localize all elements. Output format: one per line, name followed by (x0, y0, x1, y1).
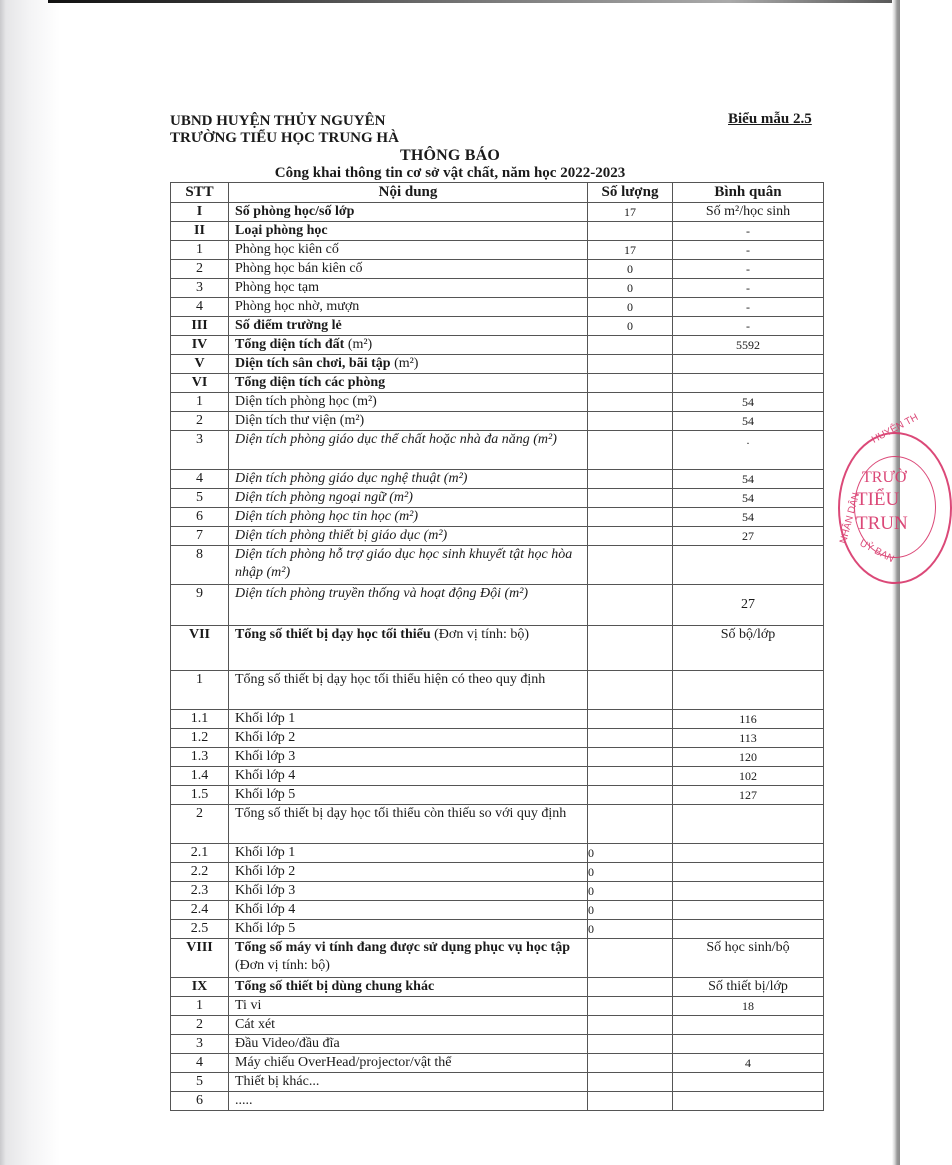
cell-quantity: 0 (588, 920, 673, 939)
cell-stt: 3 (171, 279, 229, 298)
content-text: Khối lớp 5 (235, 787, 296, 802)
cell-content (229, 355, 588, 374)
content-text: Phòng học kiên cố (235, 242, 339, 257)
cell-average (673, 355, 824, 374)
content-text: Đầu Video/đầu đĩa (235, 1036, 340, 1051)
cell-quantity: 0 (588, 882, 673, 901)
content-text: Diện tích thư viện (m²) (235, 413, 365, 428)
content-text: Phòng học tạm (235, 280, 319, 295)
cell-average (673, 805, 824, 844)
content-text: Diện tích phòng truyền thống và hoạt động Đội (m²) (235, 586, 529, 601)
content-text: Diện tích phòng thiết bị giáo dục (m²) (235, 528, 448, 543)
table-row (171, 1035, 824, 1054)
cell-content (229, 279, 588, 298)
cell-content (229, 863, 588, 882)
content-text: Khối lớp 2 (235, 864, 296, 879)
cell-stt: 8 (171, 546, 229, 585)
cell-stt: 2.5 (171, 920, 229, 939)
table-row (171, 412, 824, 431)
table-row (171, 863, 824, 882)
district-name: UBND HUYỆN THỦY NGUYÊN (170, 113, 386, 129)
official-seal (838, 412, 952, 584)
cell-average: 113 (673, 729, 824, 748)
cell-average (673, 1092, 824, 1111)
cell-stt: IV (171, 336, 229, 355)
table-row (171, 585, 824, 626)
cell-quantity (588, 508, 673, 527)
cell-quantity (588, 710, 673, 729)
cell-average (673, 374, 824, 393)
seal-line-3: TRUN (856, 513, 908, 534)
cell-average (673, 671, 824, 710)
content-text: Máy chiếu OverHead/projector/vật thể (235, 1055, 452, 1070)
table-row (171, 527, 824, 546)
cell-average: 4 (673, 1054, 824, 1073)
content-text: Thiết bị khác... (235, 1074, 320, 1089)
cell-average: 27 (673, 585, 824, 626)
content-text: Tổng số máy vi tính đang được sử dụng phục vụ học tập (235, 940, 570, 955)
cell-stt: IX (171, 978, 229, 997)
cell-stt: 1 (171, 241, 229, 260)
cell-stt: 9 (171, 585, 229, 626)
table-row (171, 279, 824, 298)
cell-average: Số thiết bị/lớp (673, 978, 824, 997)
table-row (171, 844, 824, 863)
content-text: Tổng số thiết bị dùng chung khác (235, 979, 435, 994)
table-row (171, 298, 824, 317)
cell-stt: 1 (171, 393, 229, 412)
cell-quantity (588, 626, 673, 671)
table-row (171, 431, 824, 470)
table-row (171, 901, 824, 920)
cell-content (229, 939, 588, 978)
cell-content (229, 844, 588, 863)
cell-content (229, 901, 588, 920)
table-row (171, 470, 824, 489)
cell-stt: 2.3 (171, 882, 229, 901)
cell-content (229, 748, 588, 767)
table-row (171, 997, 824, 1016)
cell-quantity (588, 355, 673, 374)
cell-quantity (588, 939, 673, 978)
content-text: Phòng học bán kiên cố (235, 261, 363, 276)
cell-content (229, 805, 588, 844)
cell-quantity: 0 (588, 260, 673, 279)
seal-ring-text-top: HUYỆN TH (870, 412, 921, 446)
cell-quantity (588, 393, 673, 412)
cell-stt: 1 (171, 671, 229, 710)
content-text: Diện tích phòng học (m²) (235, 394, 377, 409)
content-unit: (Đơn vị tính: bộ) (235, 958, 330, 973)
cell-quantity (588, 489, 673, 508)
table-row (171, 939, 824, 978)
cell-average: 54 (673, 508, 824, 527)
table-row (171, 355, 824, 374)
cell-stt: 6 (171, 1092, 229, 1111)
cell-content (229, 1073, 588, 1092)
cell-average (673, 1073, 824, 1092)
table-row (171, 222, 824, 241)
content-text: Khối lớp 3 (235, 749, 296, 764)
table-row (171, 203, 824, 222)
cell-quantity: 0 (588, 298, 673, 317)
cell-average (673, 901, 824, 920)
column-header-stt: STT (171, 183, 229, 203)
cell-quantity (588, 1016, 673, 1035)
content-text: Khối lớp 4 (235, 768, 296, 783)
cell-quantity (588, 470, 673, 489)
cell-quantity (588, 748, 673, 767)
cell-content (229, 298, 588, 317)
content-unit: (Đơn vị tính: bộ) (434, 627, 530, 642)
cell-stt: 2.4 (171, 901, 229, 920)
cell-stt: V (171, 355, 229, 374)
content-text: Diện tích phòng học tin học (m²) (235, 509, 419, 524)
cell-stt: VII (171, 626, 229, 671)
cell-stt: 1.5 (171, 786, 229, 805)
seal-ring-text-bottom: UỶ BAN (857, 537, 896, 566)
cell-average: - (673, 260, 824, 279)
cell-average (673, 844, 824, 863)
cell-average: 5592 (673, 336, 824, 355)
cell-stt: VIII (171, 939, 229, 978)
cell-content (229, 767, 588, 786)
table-row (171, 1073, 824, 1092)
cell-average: Số m²/học sinh (673, 203, 824, 222)
table-row (171, 671, 824, 710)
content-text: Khối lớp 1 (235, 845, 296, 860)
cell-average: 54 (673, 489, 824, 508)
cell-quantity (588, 1073, 673, 1092)
cell-stt: 5 (171, 489, 229, 508)
cell-quantity: 0 (588, 863, 673, 882)
seal-line-1: TRƯỜ (862, 469, 907, 486)
cell-quantity (588, 805, 673, 844)
cell-average: 54 (673, 412, 824, 431)
cell-content (229, 393, 588, 412)
table-row (171, 786, 824, 805)
table-row (171, 978, 824, 997)
cell-content (229, 786, 588, 805)
cell-content (229, 203, 588, 222)
table-row (171, 805, 824, 844)
issuer-block (170, 113, 399, 147)
cell-stt: 1.3 (171, 748, 229, 767)
content-text: Diện tích phòng ngoại ngữ (m²) (235, 490, 413, 505)
table-row (171, 920, 824, 939)
table-row (171, 317, 824, 336)
cell-stt: 2 (171, 412, 229, 431)
table-row (171, 882, 824, 901)
content-text: Tổng diện tích đất (235, 337, 345, 352)
cell-stt: 5 (171, 1073, 229, 1092)
cell-content (229, 260, 588, 279)
cell-average: 127 (673, 786, 824, 805)
cell-stt: 2.1 (171, 844, 229, 863)
form-code: Biểu mẫu 2.5 (728, 111, 812, 127)
cell-quantity (588, 767, 673, 786)
seal-line-2: TIỂU (856, 489, 900, 510)
cell-stt: 4 (171, 1054, 229, 1073)
cell-average: 120 (673, 748, 824, 767)
content-text: Tổng số thiết bị dạy học tối thiểu (235, 627, 431, 642)
cell-content (229, 336, 588, 355)
cell-stt: 3 (171, 1035, 229, 1054)
cell-stt: III (171, 317, 229, 336)
content-text: Tổng số thiết bị dạy học tối thiểu hiện có theo quy định (235, 672, 546, 687)
table-header-row (171, 183, 824, 203)
cell-quantity (588, 997, 673, 1016)
cell-content (229, 978, 588, 997)
cell-stt: 1 (171, 997, 229, 1016)
cell-quantity (588, 585, 673, 626)
cell-content (229, 222, 588, 241)
cell-average: 18 (673, 997, 824, 1016)
cell-quantity (588, 729, 673, 748)
content-unit: (m²) (347, 337, 373, 352)
cell-stt: 1.1 (171, 710, 229, 729)
column-header-quantity: Số lượng (588, 183, 673, 203)
table-row (171, 1092, 824, 1111)
cell-content (229, 508, 588, 527)
table-row (171, 1054, 824, 1073)
cell-average (673, 1016, 824, 1035)
cell-quantity (588, 222, 673, 241)
content-text: Số phòng học/số lớp (235, 204, 355, 219)
cell-average: - (673, 222, 824, 241)
cell-average (673, 1035, 824, 1054)
cell-quantity (588, 786, 673, 805)
cell-content (229, 546, 588, 585)
table-row (171, 393, 824, 412)
cell-stt: 2 (171, 260, 229, 279)
table-row (171, 241, 824, 260)
cell-stt: 6 (171, 508, 229, 527)
cell-content (229, 1092, 588, 1111)
cell-content (229, 431, 588, 470)
cell-content (229, 585, 588, 626)
cell-quantity: 0 (588, 317, 673, 336)
cell-average: 54 (673, 393, 824, 412)
cell-content (229, 1016, 588, 1035)
cell-average: - (673, 279, 824, 298)
cell-quantity (588, 527, 673, 546)
cell-content (229, 729, 588, 748)
cell-average: 116 (673, 710, 824, 729)
content-text: ..... (235, 1093, 253, 1108)
cell-quantity: 0 (588, 901, 673, 920)
cell-stt: 2 (171, 1016, 229, 1035)
cell-average (673, 920, 824, 939)
content-text: Khối lớp 3 (235, 883, 296, 898)
document-title: THÔNG BÁO (399, 147, 501, 164)
cell-stt: 7 (171, 527, 229, 546)
cell-content (229, 1054, 588, 1073)
cell-content (229, 1035, 588, 1054)
cell-quantity (588, 1054, 673, 1073)
cell-quantity: 17 (588, 203, 673, 222)
cell-average: - (673, 317, 824, 336)
cell-stt: 1.4 (171, 767, 229, 786)
seal-ring-text-left: NHÂN DÂN (838, 491, 863, 545)
cell-content (229, 241, 588, 260)
cell-stt: I (171, 203, 229, 222)
cell-quantity (588, 412, 673, 431)
cell-quantity (588, 546, 673, 585)
content-text: Tổng diện tích các phòng (235, 375, 386, 390)
cell-quantity (588, 671, 673, 710)
content-text: Loại phòng học (235, 223, 328, 238)
school-name: TRƯỜNG TIỂU HỌC TRUNG HÀ (170, 130, 399, 146)
cell-stt: 1.2 (171, 729, 229, 748)
cell-quantity (588, 978, 673, 997)
facility-table (170, 182, 824, 1111)
cell-quantity: 17 (588, 241, 673, 260)
cell-stt: 4 (171, 470, 229, 489)
table-row (171, 710, 824, 729)
cell-content (229, 470, 588, 489)
table-row (171, 748, 824, 767)
cell-content (229, 920, 588, 939)
content-text: Khối lớp 5 (235, 921, 296, 936)
cell-average: 102 (673, 767, 824, 786)
table-row (171, 489, 824, 508)
table-row (171, 260, 824, 279)
cell-average (673, 882, 824, 901)
table-row (171, 336, 824, 355)
content-text: Tổng số thiết bị dạy học tối thiểu còn thiếu so với quy định (235, 806, 567, 821)
content-text: Phòng học nhờ, mượn (235, 299, 360, 314)
content-text: Ti vi (235, 998, 262, 1013)
cell-stt: II (171, 222, 229, 241)
cell-quantity (588, 1092, 673, 1111)
cell-content (229, 412, 588, 431)
cell-average: 54 (673, 470, 824, 489)
cell-average: Số học sinh/bộ (673, 939, 824, 978)
cell-average: 27 (673, 527, 824, 546)
cell-content (229, 317, 588, 336)
content-text: Diện tích sân chơi, bãi tập (235, 356, 391, 371)
cell-average: - (673, 241, 824, 260)
table-row (171, 508, 824, 527)
content-text: Cát xét (235, 1017, 276, 1032)
cell-average: . (673, 431, 824, 470)
content-text: Diện tích phòng giáo dục thể chất hoặc nhà đa năng (m²) (235, 432, 557, 447)
column-header-content: Nội dung (229, 183, 588, 203)
cell-content (229, 527, 588, 546)
content-text: Khối lớp 4 (235, 902, 296, 917)
table-body (171, 203, 824, 1111)
cell-content (229, 489, 588, 508)
content-text: Diện tích phòng hỗ trợ giáo dục học sinh khuyết tật học hòa nhập (m²) (235, 547, 573, 580)
cell-quantity (588, 336, 673, 355)
content-text: Khối lớp 2 (235, 730, 296, 745)
content-text: Khối lớp 1 (235, 711, 296, 726)
cell-content (229, 882, 588, 901)
cell-stt: 4 (171, 298, 229, 317)
cell-stt: 2.2 (171, 863, 229, 882)
cell-average: - (673, 298, 824, 317)
cell-quantity (588, 374, 673, 393)
cell-content (229, 671, 588, 710)
scan-top-edge (48, 0, 900, 3)
table-row (171, 626, 824, 671)
cell-content (229, 374, 588, 393)
table-row (171, 729, 824, 748)
cell-average (673, 863, 824, 882)
table-row (171, 546, 824, 585)
table-row (171, 767, 824, 786)
column-header-average: Bình quân (673, 183, 824, 203)
cell-average: Số bộ/lớp (673, 626, 824, 671)
cell-stt: VI (171, 374, 229, 393)
cell-quantity: 0 (588, 844, 673, 863)
cell-content (229, 626, 588, 671)
cell-quantity (588, 1035, 673, 1054)
table-row (171, 1016, 824, 1035)
table-row (171, 374, 824, 393)
cell-quantity: 0 (588, 279, 673, 298)
cell-quantity (588, 431, 673, 470)
cell-content (229, 710, 588, 729)
content-text: Diện tích phòng giáo dục nghệ thuật (m²) (235, 471, 468, 486)
cell-stt: 3 (171, 431, 229, 470)
cell-content (229, 997, 588, 1016)
document-subtitle: Công khai thông tin cơ sở vật chất, năm học 2022-2023 (274, 165, 626, 181)
cell-average (673, 546, 824, 585)
content-unit: (m²) (394, 356, 419, 371)
content-text: Số điểm trường lẻ (235, 318, 342, 333)
cell-stt: 2 (171, 805, 229, 844)
